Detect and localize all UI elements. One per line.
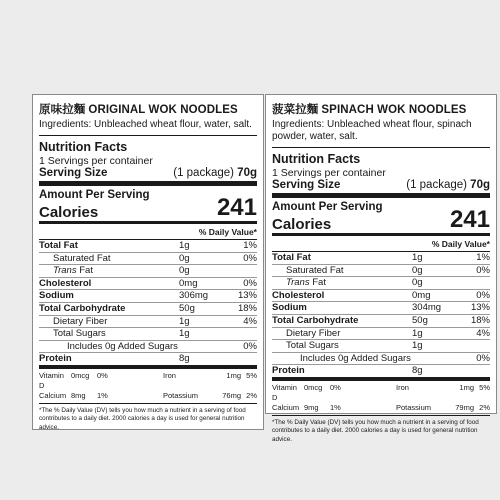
nutrient-row-cholesterol: Cholesterol 0mg 0% — [39, 277, 257, 289]
servings-per-container: 1 Servings per container — [39, 155, 153, 167]
nutrient-row-trans-fat: Trans Fat 0g — [39, 265, 257, 278]
product-title-chinese: 菠菜拉麵 — [272, 102, 319, 116]
nutrient-row-total-sugars: Total Sugars 1g — [39, 328, 257, 341]
nutrient-row-added-sugars: Includes 0g Added Sugars 0% — [272, 353, 490, 366]
daily-value-header: % Daily Value* — [272, 236, 490, 252]
nutrient-row-total-sugars: Total Sugars 1g — [272, 340, 490, 353]
serving-size-row — [39, 167, 257, 186]
servings-per-container: 1 Servings per container — [272, 167, 386, 179]
nutrient-row-dietary-fiber: Dietary Fiber 1g 4% — [39, 316, 257, 329]
daily-value-header: % Daily Value* — [39, 224, 257, 240]
product-title-chinese: 原味拉麵 — [39, 102, 86, 116]
serving-size-label: Serving Size — [39, 167, 108, 179]
nutrition-label-original — [32, 94, 264, 430]
nutrient-row-dietary-fiber: Dietary Fiber 1g 4% — [272, 328, 490, 341]
nutrient-row-total-fat: Total Fat 1g 1% — [39, 240, 257, 251]
nutrient-row-total-carbohydrate: Total Carbohydrate 50g 18% — [39, 302, 257, 314]
vitamin-row: Calcium 9mg 1% Potassium 79mg 2% — [272, 402, 490, 412]
serving-size-row — [272, 179, 490, 198]
nutrition-facts-heading: Nutrition Facts — [39, 140, 128, 154]
ingredients-text: Ingredients: Unbleached wheat flour, spinach powder, water, salt. — [272, 119, 472, 142]
calories-value: 241 — [449, 206, 490, 233]
nutrition-facts-heading: Nutrition Facts — [272, 152, 361, 166]
product-title — [39, 101, 257, 117]
nutrient-row-total-carbohydrate: Total Carbohydrate 50g 18% — [272, 314, 490, 326]
amount-per-serving: Amount Per Serving — [39, 189, 150, 201]
product-title — [272, 101, 490, 117]
nutrient-row-cholesterol: Cholesterol 0mg 0% — [272, 289, 490, 301]
nutrient-row-trans-fat: Trans Fat 0g — [272, 277, 490, 290]
product-title-english: ORIGINAL WOK NOODLES — [88, 104, 238, 116]
vitamins-minerals — [272, 381, 490, 416]
daily-value-footnote: *The % Daily Value (DV) tells you how much a nutrient in a serving of food contributes to a daily diet. 2000 calories a day is used for general nutrition advice. — [272, 418, 479, 443]
nutrient-row-saturated-fat: Saturated Fat 0g 0% — [39, 253, 257, 266]
nutrient-row-sodium: Sodium 304mg 13% — [272, 302, 490, 314]
vitamins-minerals — [39, 369, 257, 404]
nutrient-row-added-sugars: Includes 0g Added Sugars 0% — [39, 341, 257, 354]
nutrition-label-spinach — [265, 94, 497, 443]
nutrition-facts-panel — [272, 147, 490, 444]
nutrient-row-total-fat: Total Fat 1g 1% — [272, 252, 490, 263]
nutrient-row-protein: Protein 8g — [39, 353, 257, 369]
calories-label: Calories — [39, 204, 99, 221]
vitamin-row: Calcium 8mg 1% Potassium 76mg 2% — [39, 390, 257, 400]
nutrition-facts-panel — [39, 135, 257, 432]
nutrient-row-sodium: Sodium 306mg 13% — [39, 290, 257, 302]
calories-value: 241 — [216, 194, 257, 221]
serving-size-label: Serving Size — [272, 179, 341, 191]
vitamin-row: Vitamin D 0mcg 0% Iron 1mg 5% — [39, 370, 257, 390]
serving-size-value: (1 package) 70g — [406, 179, 490, 191]
ingredients-text: Ingredients: Unbleached wheat flour, water, salt. — [39, 119, 252, 130]
vitamin-row: Vitamin D 0mcg 0% Iron 1mg 5% — [272, 382, 490, 402]
product-title-english: SPINACH WOK NOODLES — [321, 104, 467, 116]
daily-value-footnote: *The % Daily Value (DV) tells you how much a nutrient in a serving of food contributes to a daily diet. 2000 calories a day is used for general nutrition advice. — [39, 406, 246, 431]
amount-per-serving: Amount Per Serving — [272, 201, 383, 213]
nutrient-row-saturated-fat: Saturated Fat 0g 0% — [272, 265, 490, 278]
nutrient-row-protein: Protein 8g — [272, 365, 490, 381]
serving-size-value: (1 package) 70g — [173, 167, 257, 179]
calories-label: Calories — [272, 216, 332, 233]
